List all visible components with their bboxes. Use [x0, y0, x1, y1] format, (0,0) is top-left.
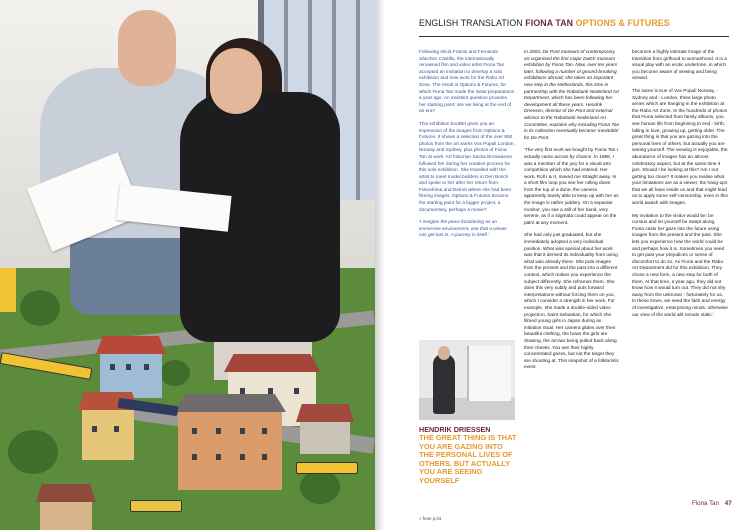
model-house [178, 410, 282, 490]
model-train [296, 462, 358, 474]
model-house [40, 500, 92, 530]
article-column-2 [524, 50, 620, 378]
intro-paragraph: Following Alicia Framis and Fernando Sánchez Castillo, the internationally renowned film and video artist Fiona Tan accepted an invitation to develop a solo exhibition and new work for the Rabo Art Zone. The result is Options & Futures, for which Fiona Tan made the initial preparations a year ago. An insistent question provides her starting point: are we living at the end of an era? [419, 50, 515, 115]
article-paragraph: She had only just graduated, but she immediately adopted a very individual position. What was special about her work was that it derived its individuality from using what was already there. She puts images from the present and the past into a different context, which makes you experience the subject differently. She reframes them. She does this very subtly and puts forward interpretations without forcing them on you, which I consider a strength in her work. For example, she made a double-sided video projection, Saint Sebastian, for which she filmed young girls in Japan during an initiation ritual. Her camera glides over their beautiful clothing, the bows the girls are drawing, the arrows being pulled back along their cheeks. You see their highly concentrated gazes, but not the target they are shooting at. This snapshot of a folkloristic event [524, 233, 619, 371]
portrait-photo [419, 340, 515, 420]
header-section: ENGLISH TRANSLATION [419, 18, 523, 28]
folio [692, 500, 732, 507]
model-train [130, 500, 182, 512]
pullquote-text: THE GREAT THING IS THAT YOU ARE GAZING INTO THE PERSONAL LIVES OF OTHERS, BUT ACTUALLY YOU ARE SEEING YOURSELF [419, 433, 517, 485]
article-lead: In 2003, De Pont museum of contemporary art organised the first major Dutch museum exhibition by Fiona Tan. Now, over ten years later, following a number of ground-breaking exhibitions abroad, she takes an important new step in the Netherlands, this time in partnership with the Rabobank Nederland Art Department, which has been following her development all these years. Hendrik Driessen, director of De Pont and external advisor to the Rabobank Nederland Art Committee, explains why including Fiona Tan in its collection eventually became 'inevitable' for De Pont. [524, 50, 620, 141]
folio-label: Fiona Tan [692, 500, 720, 507]
article-column-3 [632, 50, 728, 325]
intro-column [419, 50, 515, 246]
pullquote-reference: » from p.04 [419, 516, 442, 521]
article-paragraph: becomes a highly intimate image of the transition from girlhood to womanhood. It is a visual play with an erotic undertone, in which you become aware of viewing and being viewed. [632, 50, 727, 82]
intro-paragraph: This exhibition booklet gives you an impression of the images from Options & Futures. It shows a selection of the over 900 photos from the art works Vox Populi London, Norway and Sydney, plus photos of Fiona Tan at work. Art historian Sacha Bronwasser followed her during her creative process for this solo exhibition. She travelled with the artist to meet model builders in Den Bosch and spoke to her after her return from Fukushima and Detroit where she had been filming images. Options & Futures became the starting point for a bigger project, a documentary, perhaps a movie? [419, 121, 515, 213]
model-house [100, 352, 162, 398]
model-builder-head [118, 10, 176, 86]
pullquote-name: HENDRIK DRIESSEN [419, 425, 491, 434]
model-house [82, 408, 134, 460]
article-paragraph: My invitation to the visitor would be: be curious and let yourself be swept along. Fiona casts her gaze into the future using images from the present and the past. She lets you experience how the world could be and perhaps how it is. Sometimes you need to get past your prejudices or sense of discomfort to do so. As Fiona and the Rabo Art Department did for this exhibition. They chose a new form, a new step for both of them. At that time, a year ago, they did not know how it would turn out. They did not shy away from the unknown - fortunately for us. In these times, we need the faith and energy of investigative, enterprising minds, otherwise our view of the world will remain static.' [632, 213, 728, 318]
page-number: 47 [724, 500, 732, 507]
article-paragraph: The same is true of Vox Populi Norway, - Sydney and - London, three large photo series which are hanging in the exhibition at the Rabo Art Zone. In the hundreds of photos that Fiona selected from family albums, you see human life from beginning to end - birth, falling in love, growing up, getting older. The great thing is that you are gazing into the personal lives of others, but actually you are seeing yourself. The viewing is enjoyable, the abundance of images has an almost celebratory aspect, but at the same time it jars. Should I be looking at this? Am I not getting too close? It makes you realise what your limitations are as a viewer, the hang-ups that we all have inside us and that might lead us to apply some self-censorship, even in this world awash with images. [632, 88, 728, 207]
header-rule [419, 36, 729, 37]
page-header [419, 18, 729, 34]
header-exhibition: OPTIONS & FUTURES [575, 18, 670, 28]
artist-quote: 'I imagine the piece functioning as an immersive environment, one that a viewer can get lost in. A journey in itself.' [419, 220, 507, 239]
model-house [300, 420, 350, 454]
artist-head [210, 48, 262, 114]
header-artist: FIONA TAN [525, 18, 574, 28]
article-paragraph: 'The very first work we bought by Fiona Tan I actually came across by chance. In 1998, I was a member of the jury for a visual arts competition which she had entered. Her work, Roll I & II, moved me straight away. In a short film loop you see her rolling down from the top of a dune, the camera apparently barely able to keep up with her as the image is rather juddery. On a separate monitor, you see a still of her hand, very serene, as if a stigmata could appear on the palm at any moment. [524, 148, 619, 226]
